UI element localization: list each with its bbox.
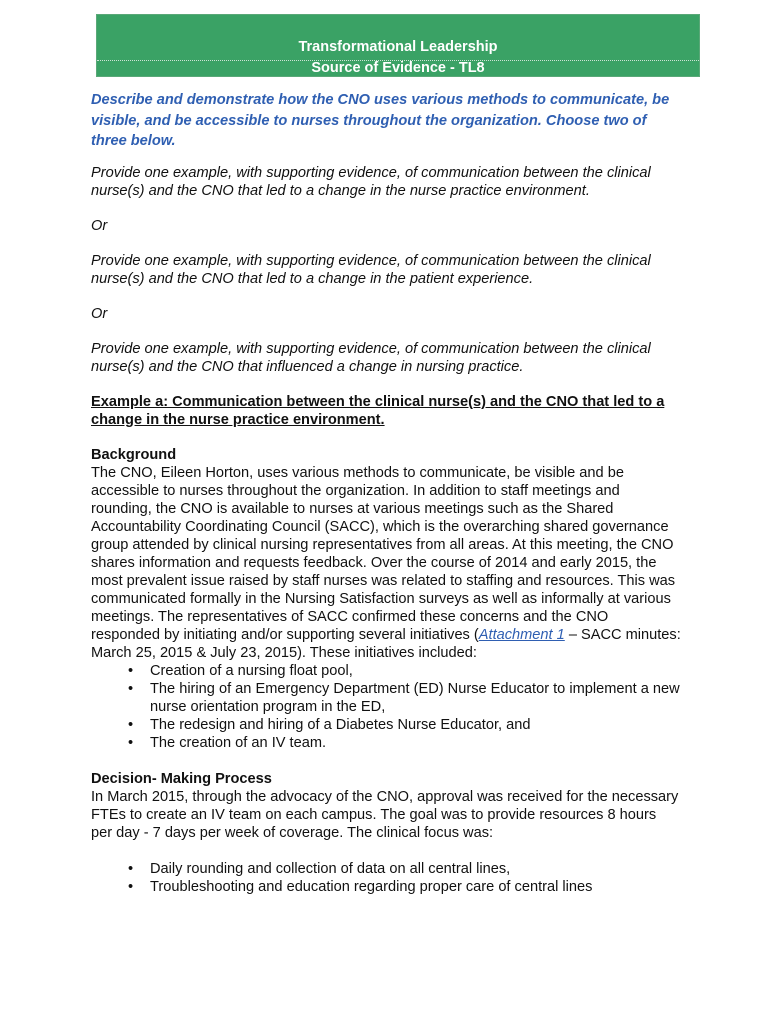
header-title: Transformational Leadership [298,39,498,55]
example-heading: Example a: Communication between the clinical nurse(s) and the CNO that led to a change in the nurse practice environment. [91,393,665,428]
list-item: • Creation of a nursing float pool, [128,662,353,679]
list-item: • The redesign and hiring of a Diabetes Nurse Educator, and [128,716,531,733]
list-item: • The creation of an IV team. [128,734,327,751]
bullet-icon: • [128,860,134,877]
background-heading: Background [91,446,177,463]
document-body [91,90,681,896]
list-item: • Troubleshooting and education regarding proper care of central lines [128,878,593,895]
prompt-text: Describe and demonstrate how the CNO uses various methods to communicate, be visible, and be accessible to nurses throughout the organization. Choose two of three below. [91,92,670,149]
background-text [91,464,681,662]
or-separator: Or [91,305,108,322]
attachment-link[interactable]: Attachment 1 [478,626,565,643]
background-text-start: The CNO, Eileen Horton, uses various methods to communicate, be visible and be accessible to nurses throughout the organization. In addition to staff meetings and rounding, the CNO is available to nurses at various meetings such as the Shared Accountability Coordinating Council (SACC), which is the overarching shared governance group attended by clinical nursing representatives from all areas. At this meeting, the CNO shares information and requests feedback. Over the course of 2014 and early 2015, the most prevalent issue raised by staff nurses was related to staffing and resources. This was communicated formally in the Nursing Satisfaction surveys as well as informally at various meetings. The representatives of SACC confirmed these concerns and the CNO responded by initiating and/or supporting several initiatives ( [91,464,676,643]
header-subtitle: Source of Evidence - TL8 [311,60,485,76]
option-1: Provide one example, with supporting evidence, of communication between the clinical nurse(s) and the CNO that led to a change in the nurse practice environment. [91,164,651,199]
background-text-end: – SACC minutes: March 25, 2015 & July 23, 2015). These initiatives included: [91,626,681,661]
list-item: • The hiring of an Emergency Department (ED) Nurse Educator to implement a new nurse orientation program in the ED, [128,680,680,715]
bullet-icon: • [128,662,134,679]
bullet-icon: • [128,716,134,733]
bullet-icon: • [128,734,134,751]
or-separator: Or [91,217,108,234]
bullet-icon: • [128,878,134,895]
decision-text: In March 2015, through the advocacy of the CNO, approval was received for the necessary FTEs to create an IV team on each campus. The goal was to provide resources 8 hours per day - 7 days per week of coverage. The clinical focus was: [91,788,679,841]
list-item: • Daily rounding and collection of data on all central lines, [128,860,511,877]
bullet-icon: • [128,680,134,697]
header-banner [96,14,700,77]
spacer [91,752,681,770]
decision-heading: Decision- Making Process [91,770,272,787]
initiatives-list [91,662,681,752]
option-3: Provide one example, with supporting evidence, of communication between the clinical nurse(s) and the CNO that influenced a change in nursing practice. [91,340,651,375]
option-2: Provide one example, with supporting evidence, of communication between the clinical nurse(s) and the CNO that led to a change in the patient experience. [91,252,651,287]
clinical-focus-list [91,860,681,896]
spacer [91,842,681,860]
